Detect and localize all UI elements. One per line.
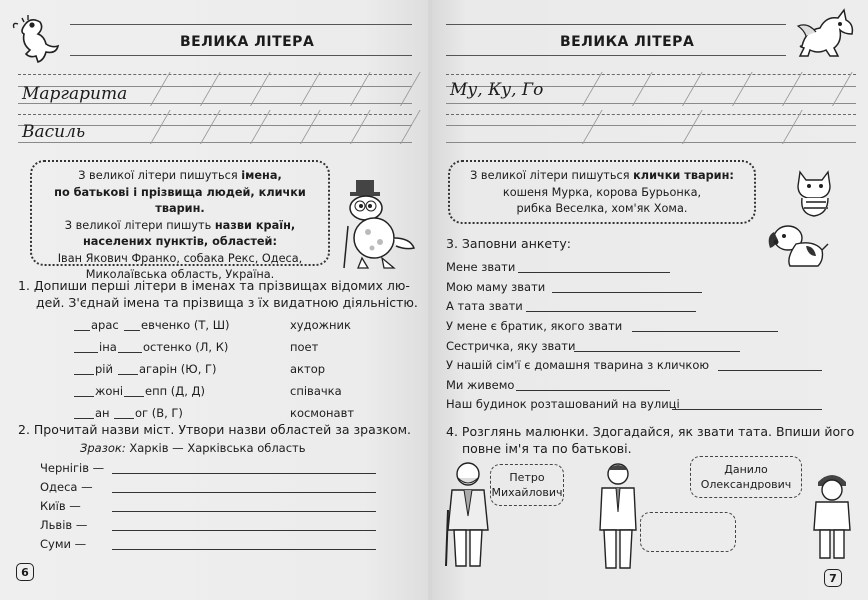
surname-fragment: остенко (Л, К) xyxy=(143,340,229,354)
ruling-line xyxy=(18,74,412,75)
slant-guide xyxy=(582,110,603,144)
name-line: Петро xyxy=(509,471,545,484)
dinosaur-icon xyxy=(10,10,68,68)
surname-fragment: ог (В, Г) xyxy=(135,406,183,420)
father-figure xyxy=(594,462,642,574)
answer-line[interactable] xyxy=(112,549,376,550)
rule-line: З великої літери пишуть назви країн, xyxy=(64,218,296,232)
dragon-icon xyxy=(792,6,860,64)
slant-guide xyxy=(200,110,221,144)
rule-line: населених пунктів, областей: xyxy=(83,235,277,248)
form-label: Наш будинок розташований на вулиці xyxy=(446,397,680,411)
answer-line[interactable] xyxy=(112,511,376,512)
name-fragment: рій xyxy=(95,362,113,376)
name-fragment: жоні xyxy=(95,384,124,398)
slant-guide xyxy=(300,110,321,144)
right-page xyxy=(432,0,868,600)
name-box-grandfather-2 xyxy=(690,456,802,498)
slant-guide xyxy=(782,110,803,144)
page-title: ВЕЛИКА ЛІТЕРА xyxy=(180,34,315,50)
form-answer-line[interactable] xyxy=(552,292,702,293)
form-label: Мене звати xyxy=(446,260,516,274)
answer-line[interactable] xyxy=(112,473,376,474)
task-1-title-line1: 1. Допиши перші літери в іменах та прізвищах відомих лю- xyxy=(18,278,410,293)
name-box-grandfather-1 xyxy=(490,464,564,506)
left-page xyxy=(0,0,428,600)
form-answer-line[interactable] xyxy=(718,370,822,371)
task-2-title: 2. Прочитай назви міст. Утвори назви областей за зразком. xyxy=(18,422,411,437)
slant-guide xyxy=(250,72,271,106)
grandfather-figure xyxy=(442,460,494,572)
slant-guide xyxy=(250,110,271,144)
rule-line: З великої літери пишуться імена, xyxy=(78,169,282,182)
rule-line: рибка Веселка, хом'як Хома. xyxy=(516,202,688,215)
header-line-bottom xyxy=(446,55,786,56)
form-label: У мене є братик, якого звати xyxy=(446,319,623,333)
form-answer-line[interactable] xyxy=(518,272,670,273)
dinosaur-hat-icon xyxy=(338,176,418,272)
page-number: 6 xyxy=(16,563,34,581)
ruling-line xyxy=(446,103,856,104)
blank-fill[interactable] xyxy=(114,418,134,419)
form-answer-line[interactable] xyxy=(526,311,696,312)
ruling-line xyxy=(446,114,856,115)
form-answer-line[interactable] xyxy=(516,390,670,391)
blank-fill[interactable] xyxy=(124,330,140,331)
blank-fill[interactable] xyxy=(74,396,94,397)
page-number: 7 xyxy=(824,569,842,587)
father-name-answer-box[interactable] xyxy=(640,512,736,552)
surname-fragment: агарін (Ю, Г) xyxy=(139,362,217,376)
city-label: Суми — xyxy=(40,537,87,551)
boy-figure xyxy=(808,470,856,562)
slant-guide xyxy=(200,72,221,106)
dog-icon xyxy=(766,220,830,272)
slant-guide xyxy=(682,110,703,144)
blank-fill[interactable] xyxy=(74,330,90,331)
slant-guide xyxy=(300,72,321,106)
task-4-title-line1: 4. Розглянь малюнки. Здогадайся, як звати тата. Впиши його xyxy=(446,424,855,439)
example-line: Зразок: Харків — Харківська область xyxy=(80,441,306,455)
city-label: Одеса — xyxy=(40,480,93,494)
name-fragment: арас xyxy=(91,318,119,332)
slant-guide xyxy=(732,72,753,106)
city-label: Київ — xyxy=(40,499,81,513)
form-answer-line[interactable] xyxy=(672,409,822,410)
ruling-line xyxy=(18,114,412,115)
form-label: Сестричка, яку звати xyxy=(446,339,576,353)
rule-line: по батькові і прізвища людей, клички тварин. xyxy=(54,185,306,215)
name-fragment: ан xyxy=(95,406,110,420)
page-title: ВЕЛИКА ЛІТЕРА xyxy=(560,34,695,50)
slant-guide xyxy=(782,72,803,106)
form-label: У нашій сім'ї є домашня тварина з кличкою xyxy=(446,358,710,372)
task-3-title: 3. Заповни анкету: xyxy=(446,236,571,251)
occupation-label: співачка xyxy=(290,384,342,398)
rule-box xyxy=(448,160,756,224)
header-line-top xyxy=(446,24,786,25)
ruling-line xyxy=(18,142,412,143)
answer-line[interactable] xyxy=(112,492,376,493)
blank-fill[interactable] xyxy=(74,418,94,419)
ruling-line xyxy=(446,125,856,126)
occupation-label: художник xyxy=(290,318,351,332)
form-label: А тата звати xyxy=(446,299,523,313)
rule-line: Миколаївська область, Україна. xyxy=(85,268,275,281)
surname-fragment: евченко (Т, Ш) xyxy=(141,318,230,332)
slant-guide xyxy=(682,72,703,106)
form-answer-line[interactable] xyxy=(632,331,778,332)
rule-box xyxy=(30,160,330,281)
name-fragment: іна xyxy=(99,340,117,354)
occupation-label: космонавт xyxy=(290,406,355,420)
slant-guide xyxy=(150,72,171,106)
name-line: Данило xyxy=(724,463,768,476)
slant-guide xyxy=(832,72,853,106)
slant-guide xyxy=(400,72,421,106)
slant-guide xyxy=(350,110,371,144)
cursive-sample: Маргарита xyxy=(22,84,128,104)
form-label: Мою маму звати xyxy=(446,280,546,294)
cat-icon xyxy=(792,166,840,218)
blank-fill[interactable] xyxy=(118,352,142,353)
form-answer-line[interactable] xyxy=(574,351,740,352)
task-4-title-line2: повне ім'я та по батькові. xyxy=(462,441,632,456)
cursive-sample: Василь xyxy=(22,122,86,142)
blank-fill[interactable] xyxy=(124,396,144,397)
name-line: Михайлович xyxy=(491,486,563,499)
city-label: Львів — xyxy=(40,518,88,532)
surname-fragment: епп (Д, Д) xyxy=(145,384,206,398)
slant-guide xyxy=(632,72,653,106)
header-line-bottom xyxy=(70,55,412,56)
city-label: Чернігів — xyxy=(40,461,105,475)
cursive-sample: Му, Ку, Го xyxy=(450,80,544,100)
blank-fill[interactable] xyxy=(74,374,94,375)
form-label: Ми живемо xyxy=(446,378,515,392)
task-1-title-line2: дей. З'єднай імена та прізвища з їх видатною діяльністю. xyxy=(36,295,418,310)
slant-guide xyxy=(150,110,171,144)
header-line-top xyxy=(70,24,412,25)
slant-guide xyxy=(582,72,603,106)
occupation-label: актор xyxy=(290,362,326,376)
slant-guide xyxy=(400,110,421,144)
rule-line: З великої літери пишуться клички тварин: xyxy=(470,169,734,182)
blank-fill[interactable] xyxy=(118,374,138,375)
rule-line: кошеня Мурка, корова Бурьонка, xyxy=(502,185,702,199)
ruling-line xyxy=(446,142,856,143)
blank-fill[interactable] xyxy=(74,352,98,353)
occupation-label: поет xyxy=(290,340,319,354)
answer-line[interactable] xyxy=(112,530,376,531)
slant-guide xyxy=(350,72,371,106)
name-line: Олександрович xyxy=(700,478,792,491)
rule-line: Іван Якович Франко, собака Рекс, Одеса, xyxy=(57,251,303,265)
